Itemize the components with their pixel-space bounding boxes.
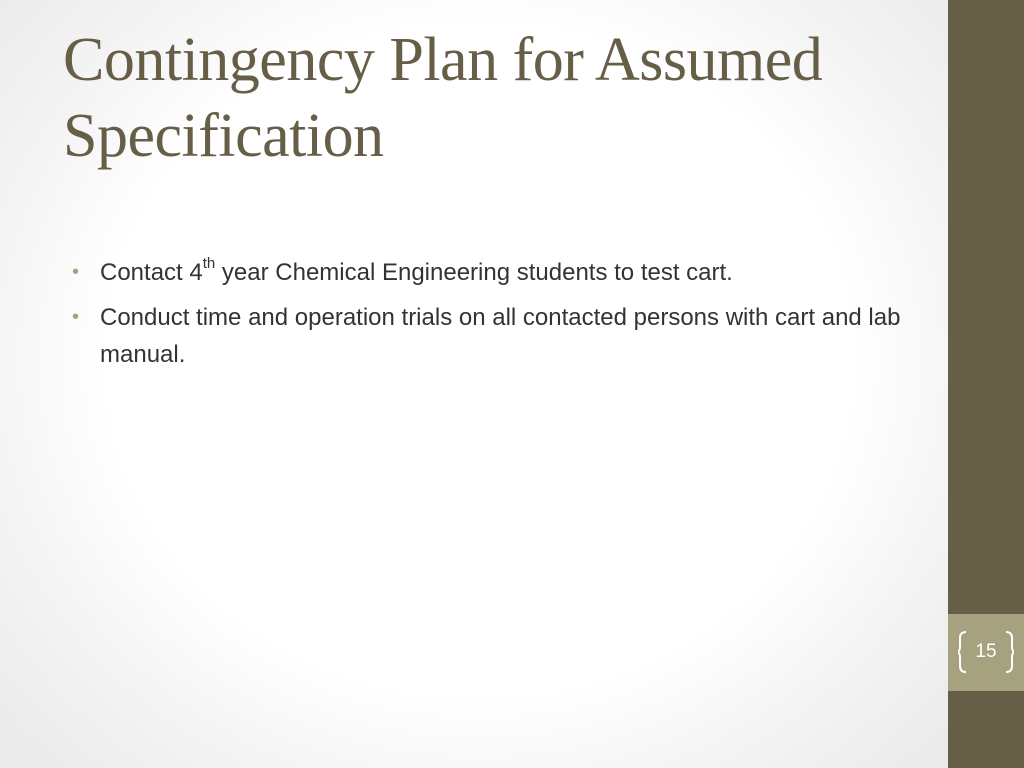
bullet-text-1-start: Contact 4	[100, 259, 203, 286]
bullet-text-2: Conduct time and operation trials on all contacted persons with cart and lab manual.	[100, 304, 901, 368]
page-number-tab	[948, 614, 1024, 691]
bullet-text-1-superscript: th	[202, 255, 216, 272]
page-number: 15	[975, 641, 997, 662]
bullet-text-1-end: year Chemical Engineering students to test cart.	[215, 259, 733, 286]
bullet-dot-icon: •	[72, 261, 80, 283]
bullet-dot-icon: •	[72, 306, 80, 328]
page-number-frame	[958, 631, 1014, 673]
bullet-item-1	[72, 254, 922, 291]
bullet-list	[72, 254, 922, 381]
bullet-item-2	[72, 299, 922, 373]
slide-title: Contingency Plan for Assumed Specification	[63, 26, 823, 170]
